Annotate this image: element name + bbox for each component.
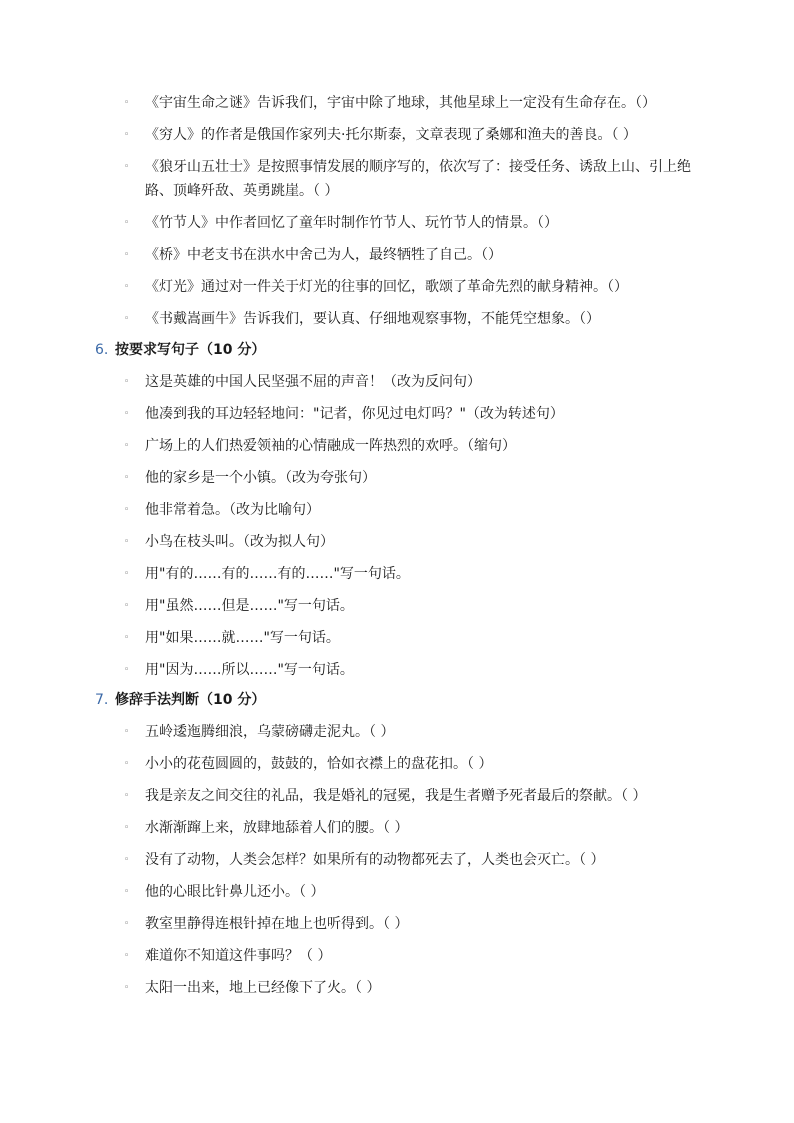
bullet-icon: ◦ [124,665,130,675]
bullet-icon: ◦ [124,727,130,737]
list-item [0,626,794,650]
section-heading [0,688,794,712]
list-item [0,211,794,235]
list-item [0,434,794,458]
bullet-icon: ◦ [124,377,130,387]
bullet-icon: ◦ [124,130,130,140]
bullet-list [0,91,794,331]
item-text: 太阳一出来，地上已经像下了火。（ ） [145,980,381,996]
section-5-items [0,91,794,339]
list-item [0,91,794,115]
list-item [0,848,794,872]
bullet-icon: ◦ [124,983,130,993]
bullet-list [0,720,794,1000]
item-text: 我是亲友之间交往的礼品，我是婚礼的冠冕，我是生者赠予死者最后的祭献。（ ） [145,788,647,804]
bullet-icon: ◦ [124,791,130,801]
bullet-icon: ◦ [124,633,130,643]
item-text: 用"如果……就……"写一句话。 [145,630,340,646]
bullet-icon: ◦ [124,759,130,769]
list-item [0,155,794,203]
item-text: 难道你不知道这件事吗？（ ） [145,948,332,964]
bullet-icon: ◦ [124,823,130,833]
section-6 [0,338,794,690]
bullet-icon: ◦ [124,537,130,547]
item-text: 小鸟在枝头叫。（改为拟人句） [145,534,334,550]
bullet-icon: ◦ [124,314,130,324]
item-text: 五岭逶迤腾细浪，乌蒙磅礴走泥丸。（ ） [145,724,395,740]
list-item [0,880,794,904]
bullet-icon: ◦ [124,505,130,515]
section-7 [0,688,794,1008]
list-item [0,976,794,1000]
bullet-icon: ◦ [124,569,130,579]
section-title: 按要求写句子（10 分） [115,342,266,358]
item-text: 教室里静得连根针掉在地上也听得到。（ ） [145,916,409,932]
list-item [0,402,794,426]
item-text: 用"有的……有的……有的……"写一句话。 [145,566,410,582]
bullet-icon: ◦ [124,162,130,172]
list-item [0,720,794,744]
list-item [0,498,794,522]
section-title: 修辞手法判断（10 分） [115,692,266,708]
list-item [0,816,794,840]
list-item [0,307,794,331]
section-number: 7. [95,692,109,708]
bullet-icon: ◦ [124,919,130,929]
item-text: 《竹节人》中作者回忆了童年时制作竹节人、玩竹节人的情景。（） [145,215,558,231]
bullet-icon: ◦ [124,98,130,108]
bullet-list [0,370,794,682]
list-item [0,752,794,776]
item-text: 用"因为……所以……"写一句话。 [145,662,354,678]
list-item [0,370,794,394]
bullet-icon: ◦ [124,441,130,451]
list-item [0,784,794,808]
item-text: 《宇宙生命之谜》告诉我们，宇宙中除了地球，其他星球上一定没有生命存在。（） [145,95,656,111]
item-text: 他的家乡是一个小镇。（改为夸张句） [145,470,376,486]
bullet-icon: ◦ [124,887,130,897]
item-text: 广场上的人们热爱领袖的心情融成一阵热烈的欢呼。（缩句） [145,438,516,454]
bullet-icon: ◦ [124,218,130,228]
list-item [0,658,794,682]
bullet-icon: ◦ [124,282,130,292]
item-text: 用"虽然……但是……"写一句话。 [145,598,354,614]
list-item [0,275,794,299]
list-item [0,530,794,554]
list-item [0,562,794,586]
item-text: 小小的花苞圆圆的，鼓鼓的，恰如衣襟上的盘花扣。（ ） [145,756,493,772]
item-text: 《灯光》通过对一件关于灯光的往事的回忆，歌颂了革命先烈的献身精神。（） [145,279,628,295]
list-item [0,123,794,147]
item-text: 《狼牙山五壮士》是按照事情发展的顺序写的，依次写了：接受任务、诱敌上山、引上绝路、顶峰歼敌、英勇跳崖。（ ） [145,159,691,199]
bullet-icon: ◦ [124,855,130,865]
list-item [0,466,794,490]
bullet-icon: ◦ [124,250,130,260]
item-text: 水渐渐蹿上来，放肆地舔着人们的腰。（ ） [145,820,409,836]
section-heading [0,338,794,362]
bullet-icon: ◦ [124,601,130,611]
section-number: 6. [95,342,109,358]
list-item [0,243,794,267]
item-text: 《桥》中老支书在洪水中舍己为人，最终牺牲了自己。（） [145,247,502,263]
item-text: 《书戴嵩画牛》告诉我们，要认真、仔细地观察事物，不能凭空想象。（） [145,311,600,327]
item-text: 他凑到我的耳边轻轻地问："记者，你见过电灯吗？"（改为转述句） [145,406,564,422]
list-item [0,912,794,936]
item-text: 这是英雄的中国人民坚强不屈的声音！（改为反问句） [145,374,481,390]
bullet-icon: ◦ [124,473,130,483]
item-text: 《穷人》的作者是俄国作家列夫·托尔斯泰，文章表现了桑娜和渔夫的善良。（ ） [145,127,637,143]
list-item [0,594,794,618]
item-text: 他的心眼比针鼻儿还小。（ ） [145,884,325,900]
list-item [0,944,794,968]
item-text: 他非常着急。（改为比喻句） [145,502,320,518]
bullet-icon: ◦ [124,409,130,419]
bullet-icon: ◦ [124,951,130,961]
item-text: 没有了动物，人类会怎样？如果所有的动物都死去了，人类也会灭亡。（ ） [145,852,605,868]
